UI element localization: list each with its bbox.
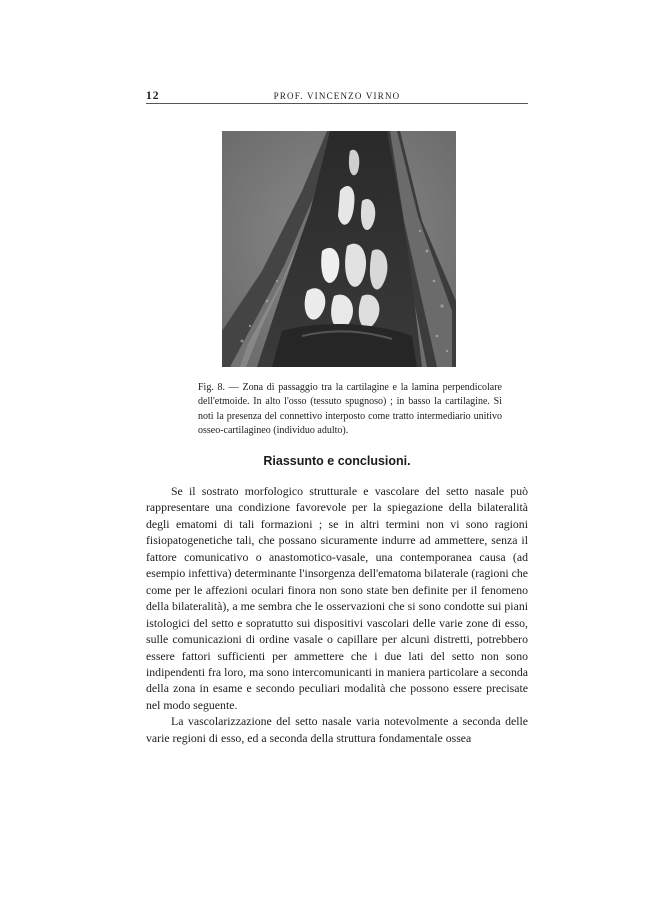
- body-text: [146, 483, 528, 746]
- micrograph-image: [222, 131, 456, 367]
- figure-caption: [198, 381, 502, 438]
- paragraph: Se il sostrato morfologico strutturale e vascolare del setto nasale può rappresentare una condizione favorevole per la spiegazione della bilateralità degli ematomi di tali formazioni ; se in altri termini non vi sono ragioni fisiopatogenetiche tali, che possano sicuramente indurre ad ammettere, senza il fattore comunicativo o anastomotico-vasale, una contemporanea causa (ad esempio infettiva) determinante l'insorgenza dell'ematoma bilaterale (ragioni che come per le affezioni oculari finora non sono state ben definite per il fenomeno della bilateralità), a me sembra che le osservazioni che si sono condotte sui piani istologici del setto e sopratutto sui dispositivi vascolari delle varie zone di esso, sulle comunicazioni di ordine vasale o capillare per alcuni distretti, potrebbero essere fattori sufficienti per ammettere che i due lati del setto non sono indipendenti fra loro, ma sono intercomunicanti in maniera particolare a seconda della zona in esame e secondo peculiari modalità che possono essere precisate nel modo seguente.: [146, 484, 528, 712]
- figure-caption-text: Fig. 8. — Zona di passaggio tra la cartilagine e la lamina perpendicolare dell'etmoide. In alto l'osso (tessuto spugnoso) ; in basso la cartilagine. Si noti la presenza del connettivo interposto come tratto intermediario unitivo osseo-cartilagineo (individuo adulto).: [198, 382, 502, 436]
- page-header: [146, 90, 528, 104]
- paragraph: La vascolarizzazione del setto nasale varia notevolmente a seconda delle varie regioni di esso, ed a seconda della struttura fondamentale ossea: [146, 714, 528, 745]
- micrograph-figure: [222, 131, 456, 367]
- header-rule: [146, 103, 528, 104]
- page-number: 12: [146, 90, 160, 102]
- section-heading: Riassunto e conclusioni.: [263, 454, 411, 468]
- running-head: PROF. VINCENZO VIRNO: [273, 91, 401, 101]
